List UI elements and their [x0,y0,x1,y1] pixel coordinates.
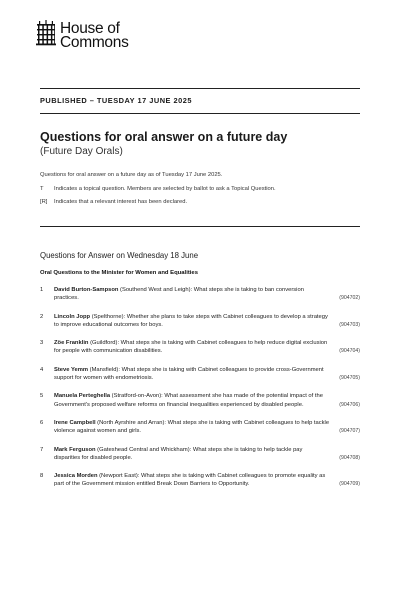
member-name: Zöe Franklin [54,340,89,347]
question-item [40,366,360,383]
question-reference: (904706) [339,401,360,408]
member-name: Steve Yemm [54,366,89,373]
question-text: (North Ayrshire and Arran): What steps she is taking with Cabinet colleagues to help tackle violence against women and girls. [54,419,330,435]
question-number: 1 [40,287,44,293]
divider [40,113,360,114]
published-date: PUBLISHED – TUESDAY 17 JUNE 2025 [40,96,192,105]
question-reference: (904709) [339,481,360,488]
intro-text: Questions for oral answer on a future day as of Tuesday 17 June 2025. [40,172,223,178]
logo-line-1: House of [60,20,120,37]
legend-relevant-interest [40,199,187,205]
house-of-commons-logo [36,20,129,50]
question-number: 6 [40,419,44,426]
legend-topical [40,186,276,192]
member-name: David Burton-Sampson [54,287,119,293]
question-number: 3 [40,340,44,347]
question-text: (Spelthorne): Whether she plans to take steps with Cabinet colleagues to develop a strategy to improve educational outcomes for boys. [54,313,328,328]
legend-key: [R] [40,199,48,205]
question-text: (Newport East): What steps she is taking with Cabinet colleagues to promote equality as part of the Government mission entitled Break Down Barriers to Opportunity. [54,473,326,488]
questions-list [40,286,360,489]
logo-wordmark [60,20,129,50]
section-heading: Questions for Answer on Wednesday 18 June [40,251,199,260]
question-reference: (904708) [339,454,360,461]
question-item [40,286,360,303]
question-text: (Southend West and Leigh): What steps she is taking to ban conversion practices. [54,287,304,302]
question-body [54,366,330,383]
member-name: Jessica Morden [54,473,98,480]
question-reference: (904704) [339,348,360,355]
question-number: 4 [40,366,44,373]
member-name: Lincoln Jopp [54,313,91,320]
question-text: (Guildford): What steps she is taking with Cabinet colleagues to help reduce digital exclusion for people with communication disabilities. [54,340,328,355]
divider [40,226,360,227]
question-body [54,313,330,330]
question-reference: (904703) [339,321,360,328]
legend-text: Indicates that a relevant interest has been declared. [54,199,188,205]
question-body [54,392,330,409]
question-number: 2 [40,313,44,320]
question-reference: (904707) [339,428,360,435]
member-name: Manuela Perteghella [54,393,111,400]
section-subheading: Oral Questions to the Minister for Women and Equalities [40,270,198,276]
question-body [54,286,330,303]
question-number: 8 [40,473,44,480]
question-item [40,472,360,489]
question-item [40,313,360,330]
question-item [40,392,360,409]
question-body [54,446,330,463]
page-title: Questions for oral answer on a future day [40,130,288,144]
page-subtitle: (Future Day Orals) [40,146,123,157]
question-number: 7 [40,446,44,453]
portcullis-icon [36,20,56,46]
question-body [54,419,330,436]
question-reference: (904702) [339,295,360,302]
question-item [40,419,360,436]
question-text: (Stratford-on-Avon): What assessment she has made of the potential impact of the Government's proposed welfare reforms on financial inequalities experienced by disabled people. [54,393,323,408]
member-name: Irene Campbell [54,419,96,426]
question-text: (Mansfield): What steps she is taking with Cabinet colleagues to provide cross-Government support for women with endometriosis. [54,366,324,382]
question-body [54,472,330,489]
question-reference: (904705) [339,375,360,382]
question-text: (Gateshead Central and Whickham): What steps she is taking to help tackle pay disparities for disabled people. [54,446,303,461]
question-item [40,446,360,463]
logo-line-2: Commons [60,34,129,51]
question-number: 5 [40,393,44,400]
legend-key: T [40,186,44,192]
question-item [40,339,360,356]
legend-text: Indicates a topical question. Members are selected by ballot to ask a Topical Question. [54,186,276,192]
question-body [54,339,330,356]
member-name: Mark Ferguson [54,446,96,453]
divider [40,88,360,89]
